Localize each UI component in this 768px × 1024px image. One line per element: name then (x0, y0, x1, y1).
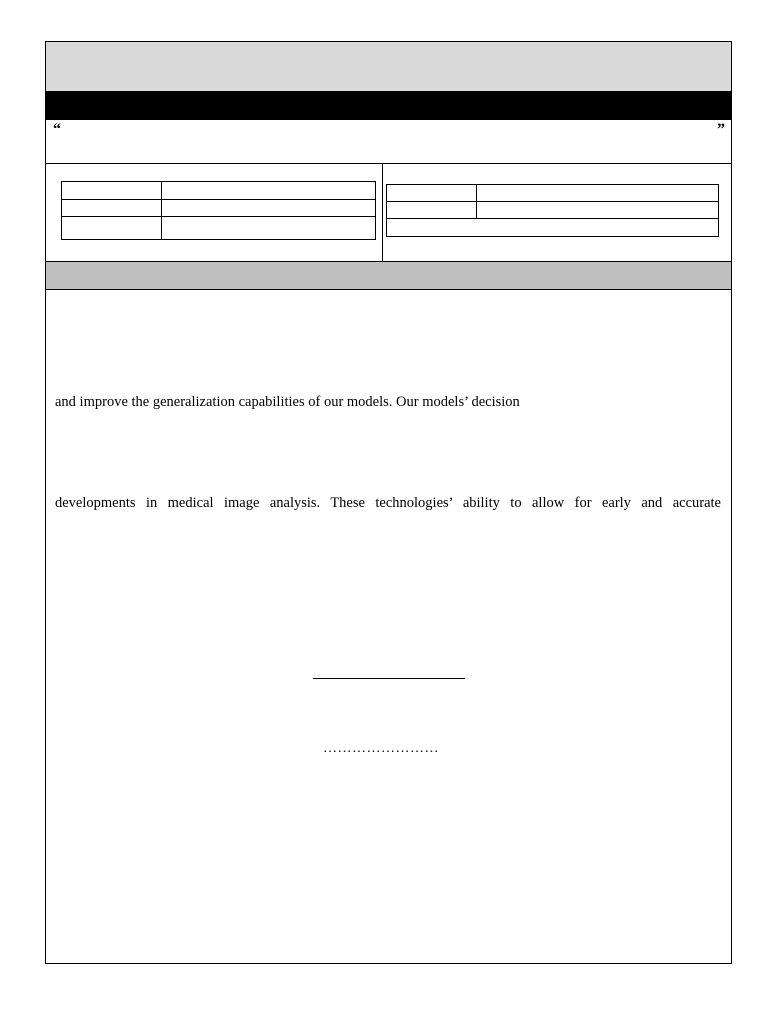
left-info-table (61, 181, 376, 240)
table-cell (62, 200, 162, 217)
signature-line (313, 678, 465, 679)
table-row (62, 182, 376, 200)
info-section (46, 164, 731, 262)
signature-dots: …………………… (323, 741, 439, 756)
body-text-line: and improve the generalization capabilities of our models. Our models’ decision (55, 394, 520, 410)
table-row (387, 202, 719, 219)
body-text-line: developments in medical image analysis. These technologies’ ability to allow for early and accurate (55, 495, 721, 511)
table-row (62, 217, 376, 240)
title-bar (46, 91, 731, 120)
table-row (387, 185, 719, 202)
document-page (45, 41, 732, 964)
table-row (62, 200, 376, 217)
table-cell (162, 217, 376, 240)
close-quote-mark: ” (717, 121, 725, 138)
right-info-table (386, 184, 719, 237)
table-cell (387, 185, 477, 202)
open-quote-mark: “ (53, 121, 61, 138)
table-cell (162, 200, 376, 217)
column-divider (382, 164, 383, 261)
table-cell (387, 202, 477, 219)
section-header-band (46, 262, 731, 290)
table-cell (162, 182, 376, 200)
quote-row (46, 120, 731, 164)
table-cell (62, 217, 162, 240)
header-band (46, 42, 731, 91)
table-cell (477, 185, 719, 202)
table-row (387, 219, 719, 237)
table-cell (477, 202, 719, 219)
table-cell (62, 182, 162, 200)
table-cell (387, 219, 719, 237)
